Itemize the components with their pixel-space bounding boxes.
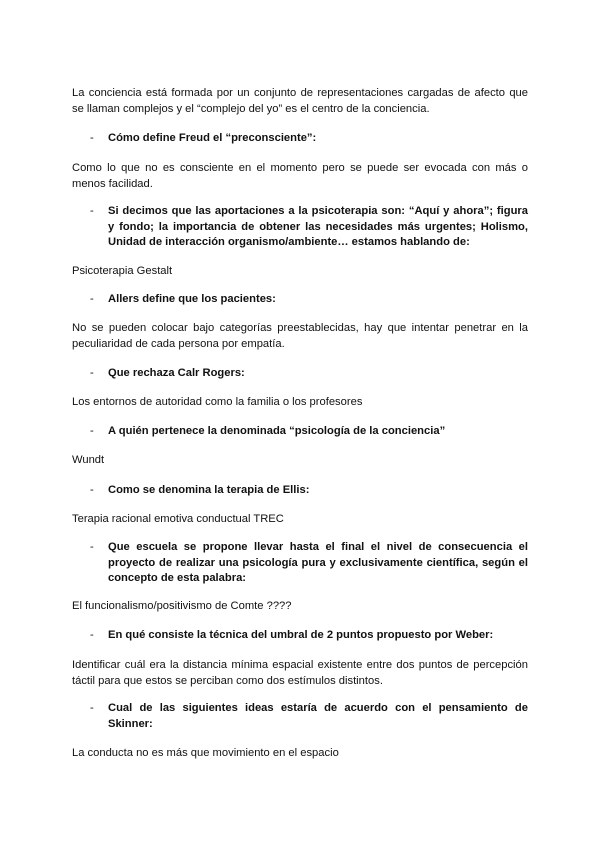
answer-3: No se pueden colocar bajo categorías preestablecidas, hay que intentar penetrar en la peculiaridad de cada persona por empatía. [72,322,528,350]
answer-7: El funcionalismo/positivismo de Comte ???? [72,600,292,612]
answer-5: Wundt [72,454,105,466]
bullet-dash: - [90,205,94,217]
bullet-dash: - [90,484,94,496]
bullet-dash: - [90,293,94,305]
bullet-dash: - [90,541,94,553]
bullet-dash: - [90,702,94,714]
answer-4: Los entornos de autoridad como la familia o los profesores [72,396,363,408]
question-8 [90,628,528,644]
question-text: A quién pertenece la denominada “psicología de la conciencia” [108,425,446,437]
question-text: Si decimos que las aportaciones a la psicoterapia son: “Aquí y ahora”; figura y fondo; la importancia de obtener las necesidades más urgentes; Holismo, Unidad de interacción organismo/ambiente… estamos hablando de: [108,205,528,248]
bullet-dash: - [90,629,94,641]
question-6 [90,483,528,499]
question-5 [90,424,528,440]
question-9 [90,701,528,732]
answer-6: Terapia racional emotiva conductual TREC [72,513,284,525]
answer-8: Identificar cuál era la distancia mínima espacial existente entre dos puntos de percepción táctil para que estos se perciban como dos estímulos distintos. [72,659,528,687]
bullet-dash: - [90,425,94,437]
question-text: Cómo define Freud el “preconsciente”: [108,132,317,144]
answer-9: La conducta no es más que movimiento en el espacio [72,747,339,759]
question-3 [90,292,528,308]
question-text: Cual de las siguientes ideas estaría de acuerdo con el pensamiento de Skinner: [108,702,528,730]
question-text: Como se denomina la terapia de Ellis: [108,484,310,496]
question-4 [90,366,528,382]
question-7 [90,540,528,587]
question-2 [90,204,528,251]
question-text: Que escuela se propone llevar hasta el final el nivel de consecuencia el proyecto de realizar una psicología pura y exclusivamente científica, según el concepto de esta palabra: [108,541,528,584]
answer-1: Como lo que no es consciente en el momento pero se puede ser evocada con más o menos facilidad. [72,162,528,190]
answer-2: Psicoterapia Gestalt [72,265,173,277]
question-text: En qué consiste la técnica del umbral de 2 puntos propuesto por Weber: [108,629,494,641]
bullet-dash: - [90,367,94,379]
question-text: Allers define que los pacientes: [108,293,276,305]
bullet-dash: - [90,132,94,144]
intro-paragraph: La conciencia está formada por un conjunto de representaciones cargadas de afecto que se llaman complejos y el “complejo del yo” es el centro de la conciencia. [72,87,528,115]
question-1 [90,131,528,147]
question-text: Que rechaza Calr Rogers: [108,367,245,379]
